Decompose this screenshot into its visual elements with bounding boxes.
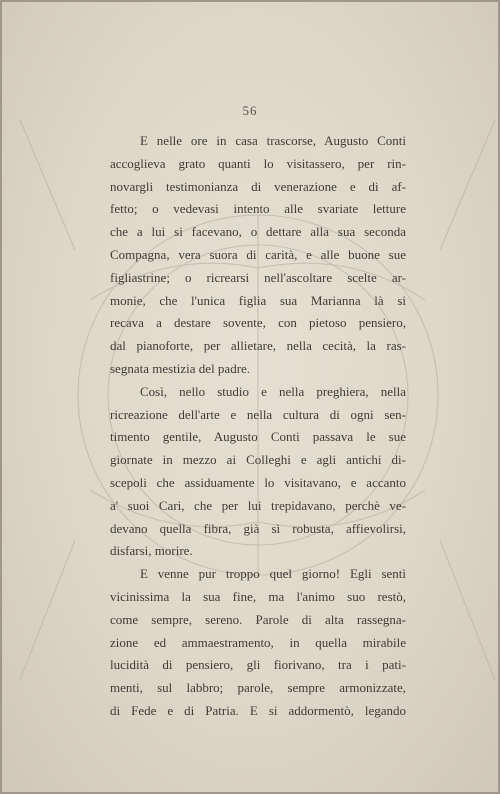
text-line: segnata mestizia del padre. <box>110 360 251 376</box>
page-number: 56 <box>242 103 258 118</box>
text-line: devano quella fibra, già sì robusta, affievolirsi, <box>110 520 406 536</box>
paragraph-2 <box>110 381 406 563</box>
text-line: accoglieva grato quanti lo visitassero, per rin- <box>110 155 406 171</box>
text-line: fetto; o vedevasi intento alle svariate letture <box>110 201 406 217</box>
text-line: a' suoi Cari, che per lui trepidavano, perchè ve- <box>110 497 406 513</box>
text-line: Compagna, vera suora di carità, e alle buone sue <box>110 246 406 262</box>
body-text <box>110 130 406 723</box>
text-line: vicinissima la sua fine, ma l'animo suo restò, <box>110 588 406 604</box>
text-line: ricreazione dell'arte e nella cultura di ogni sen- <box>110 406 406 422</box>
text-line: timento gentile, Augusto Conti passava le sue <box>110 429 406 445</box>
paragraph-1 <box>110 130 406 381</box>
text-line: disfarsi, morire. <box>110 543 193 559</box>
text-line: zione ed ammaestramento, in quella mirabile <box>110 634 406 650</box>
paragraph-3 <box>110 563 406 723</box>
text-line: giornate in mezzo ai Colleghi e agli antichi di- <box>110 452 406 468</box>
text-line: dal pianoforte, per allietare, nella cecità, la ras- <box>110 338 406 354</box>
text-line: E nelle ore in casa trascorse, Augusto Conti <box>140 133 406 148</box>
text-line: lucidità di pensiero, gli fiorivano, tra i pati- <box>110 657 406 673</box>
text-line: monie, che l'unica figlia sua Marianna là si <box>110 292 406 308</box>
text-line: figliastrine; o ricrearsi nell'ascoltare scelte ar- <box>110 269 406 285</box>
text-line: novargli testimonianza di venerazione e di af- <box>110 178 406 194</box>
text-line: Così, nello studio e nella preghiera, nella <box>140 383 406 399</box>
text-line: come sempre, sereno. Parole di alta rassegna- <box>110 611 406 627</box>
text-line: E venne pur troppo quel giorno! Egli sentì <box>140 566 406 582</box>
text-line: che a lui si facevano, o dettare alla sua seconda <box>110 224 406 240</box>
text-line: menti, sul labbro; parole, sempre armonizzate, <box>110 680 406 696</box>
text-line: scepoli che assiduamente lo visitavano, e accanto <box>110 474 406 490</box>
text-line: recava a destare sovente, con pietoso pensiero, <box>110 315 406 331</box>
text-line: di Fede e di Patria. E si addormentò, legando <box>110 702 406 718</box>
